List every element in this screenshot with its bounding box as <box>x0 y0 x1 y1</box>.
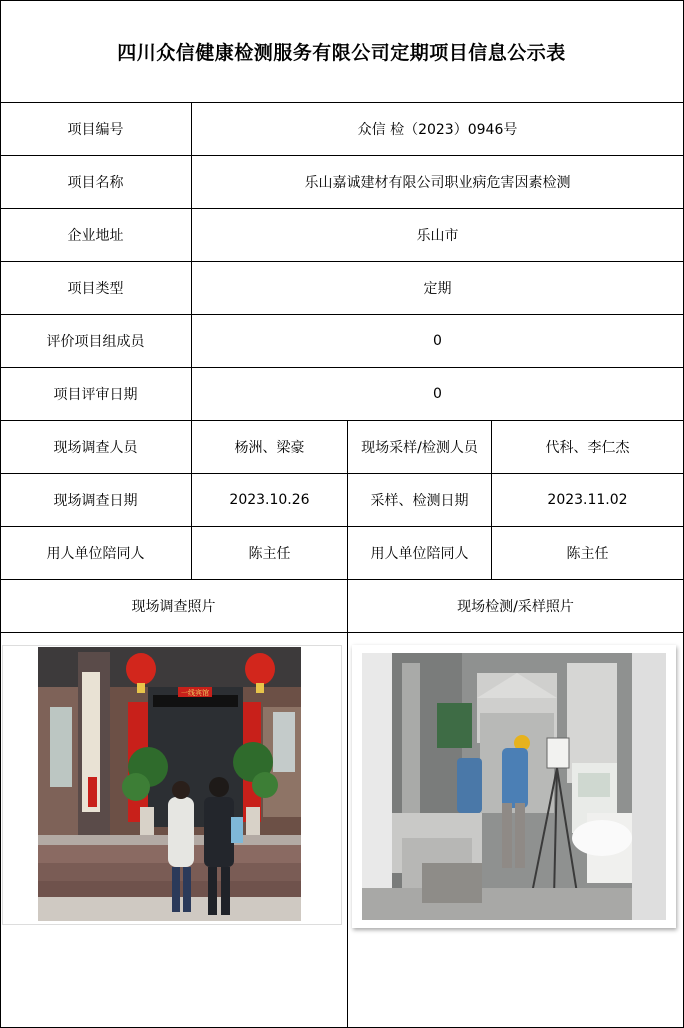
value-escort: 陈主任 <box>248 546 291 562</box>
label-survey-staff: 现场调查人员 <box>53 440 138 456</box>
label-project-name: 项目名称 <box>67 175 124 191</box>
label-address: 企业地址 <box>67 228 124 244</box>
label-escort-2: 用人单位陪同人 <box>370 546 469 562</box>
label-sampling-staff: 现场采样/检测人员 <box>361 440 478 456</box>
value-survey-date: 2023.10.26 <box>229 492 310 508</box>
label-review-date: 项目评审日期 <box>53 387 138 403</box>
row-divider <box>0 632 683 633</box>
survey-photo-header: 现场调查照片 <box>131 599 216 615</box>
value-project-name: 乐山嘉诚建材有限公司职业病危害因素检测 <box>304 175 571 191</box>
label-survey-date: 现场调查日期 <box>53 493 138 509</box>
building-entrance-image <box>38 647 301 921</box>
value-survey-staff: 杨洲、梁豪 <box>234 440 305 456</box>
factory-sampling-image <box>362 653 666 920</box>
label-type: 项目类型 <box>67 281 124 297</box>
label-sampling-date: 采样、检测日期 <box>370 493 469 509</box>
label-members: 评价项目组成员 <box>46 334 145 350</box>
value-review-date: 0 <box>433 386 442 402</box>
value-sampling-date: 2023.11.02 <box>547 492 628 508</box>
value-members: 0 <box>433 333 442 349</box>
sampling-photo <box>362 653 666 920</box>
value-project-no: 众信 检（2023）0946号 <box>357 122 518 138</box>
value-address: 乐山市 <box>416 228 459 244</box>
value-sampling-staff: 代科、李仁杰 <box>545 440 630 456</box>
page-title: 四川众信健康检测服务有限公司定期项目信息公示表 <box>117 41 566 64</box>
survey-photo <box>38 647 301 921</box>
sampling-photo-header: 现场检测/采样照片 <box>457 599 574 615</box>
label-escort: 用人单位陪同人 <box>46 546 145 562</box>
sign-text: 一线宾馆 <box>181 689 209 697</box>
value-escort-2: 陈主任 <box>566 546 609 562</box>
value-type: 定期 <box>423 281 452 297</box>
label-project-no: 项目编号 <box>67 122 124 138</box>
